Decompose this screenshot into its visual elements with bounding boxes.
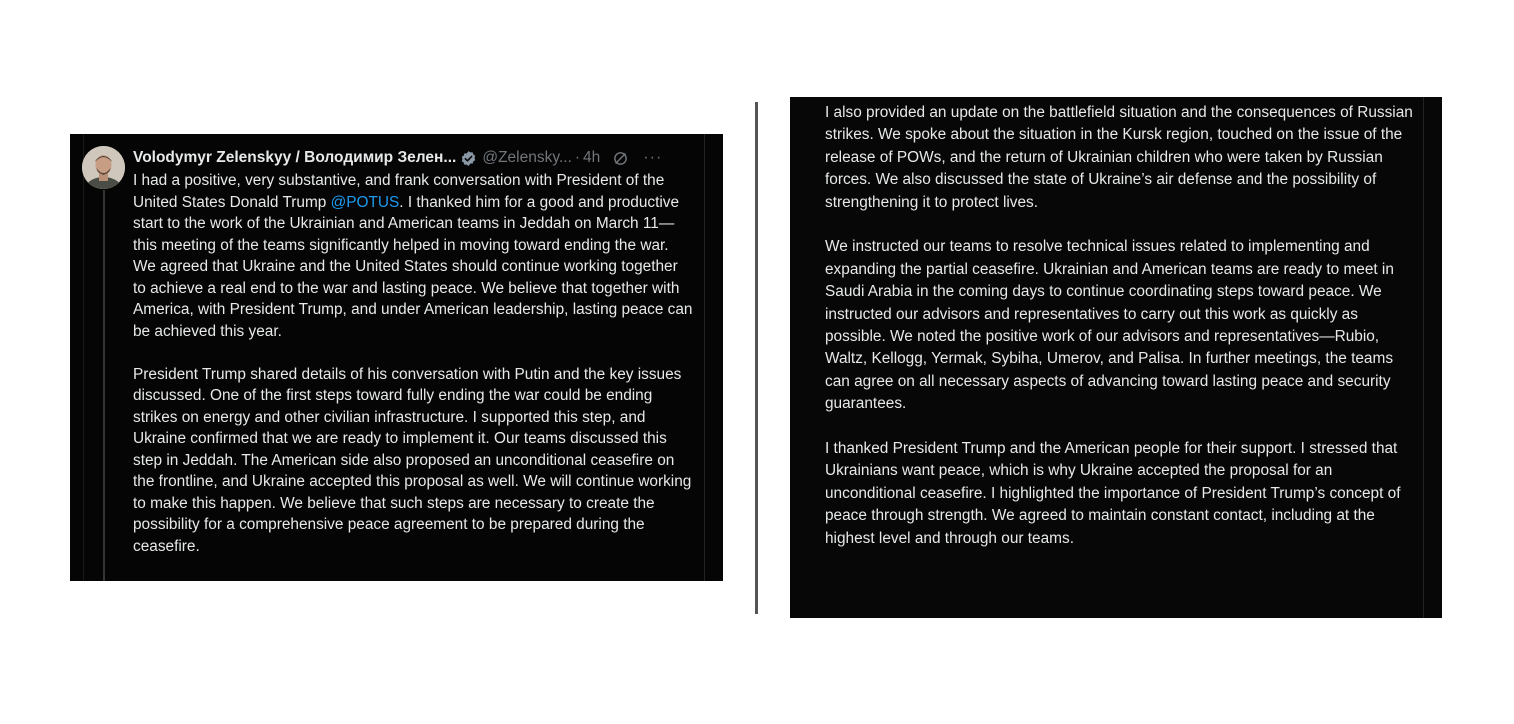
- continuation-text: [825, 102, 1415, 550]
- continuation-paragraph: We instructed our teams to resolve technical issues related to implementing and expanding the partial ceasefire. Ukrainian and American teams are ready to meet in Saudi Arabia in the coming days to continue coordinating steps toward peace. We instructed our advisors and representatives to carry out this work as quickly as possible. We noted the positive work of our advisors and representatives—Rubio, Waltz, Kellogg, Yermak, Sybiha, Umerov, and Palisa. In further meetings, the teams can agree on all necessary aspects of advancing toward lasting peace and security guarantees.: [825, 238, 1394, 413]
- verified-badge-icon: [460, 150, 477, 167]
- tweet-text-segment: . I thanked him for a good and productive start to the work of the Ukrainian and American teams in Jeddah on March 11—this meeting of the teams significantly helped in moving toward ending the war. We agreed that Ukraine and the United States should continue working together to achieve a real end to the war and lasting peace. We believe that together with America, with President Trump, and under American leadership, lasting peace can be achieved this year.: [133, 193, 693, 340]
- grok-icon[interactable]: [612, 150, 629, 167]
- tweet-paragraph: [133, 170, 693, 342]
- tweet-header: [133, 147, 693, 169]
- continuation-paragraph: I thanked President Trump and the American people for their support. I stressed that Ukrainians want peace, which is why Ukraine accepted the proposal for an unconditional ceasefire. I highlighted the importance of President Trump’s concept of peace through strength. We agreed to maintain constant contact, including at the highest level and through our teams.: [825, 440, 1401, 547]
- avatar-image: [82, 146, 125, 189]
- panel-edge-line: [1423, 97, 1424, 618]
- panel-edge-line: [83, 134, 84, 581]
- collage-divider: [755, 102, 758, 614]
- tweet-text-segment: I had a positive, very substantive, and frank conversation with President of the United States Donald Trump: [133, 172, 665, 211]
- avatar[interactable]: [82, 146, 125, 189]
- separator-dot: ·: [574, 149, 581, 166]
- continuation-paragraph: I also provided an update on the battlefield situation and the consequences of Russian strikes. We spoke about the situation in the Kursk region, touched on the issue of the release of POWs, and the return of Ukrainian children who were taken by Russian forces. We also discussed the state of Ukraine’s air defense and the possibility of strengthening it to protect lives.: [825, 104, 1413, 211]
- tweet-text: [133, 170, 693, 557]
- tweet-paragraph: President Trump shared details of his conversation with Putin and the key issues discussed. One of the first steps toward fully ending the war could be ending strikes on energy and other civilian infrastructure. I supported this step, and Ukraine confirmed that we are ready to implement it. Our teams discussed this step in Jeddah. The American side also proposed an unconditional ceasefire on the frontline, and Ukraine accepted this proposal as well. We will continue working to make this happen. We believe that such steps are necessary to create the possibility for a comprehensive peace agreement to be prepared during the ceasefire.: [133, 365, 692, 555]
- author-handle[interactable]: @Zelensky...: [482, 149, 572, 166]
- tweet-timestamp[interactable]: 4h: [583, 149, 601, 166]
- more-options-icon[interactable]: ···: [643, 149, 663, 166]
- panel-edge-line: [704, 134, 705, 581]
- tweet-card: [70, 134, 723, 581]
- mention-link[interactable]: @POTUS: [330, 193, 400, 211]
- author-name[interactable]: Volodymyr Zelenskyy / Володимир Зелен...: [133, 149, 457, 166]
- tweet-continuation-card: [790, 97, 1442, 618]
- thread-line: [103, 190, 105, 581]
